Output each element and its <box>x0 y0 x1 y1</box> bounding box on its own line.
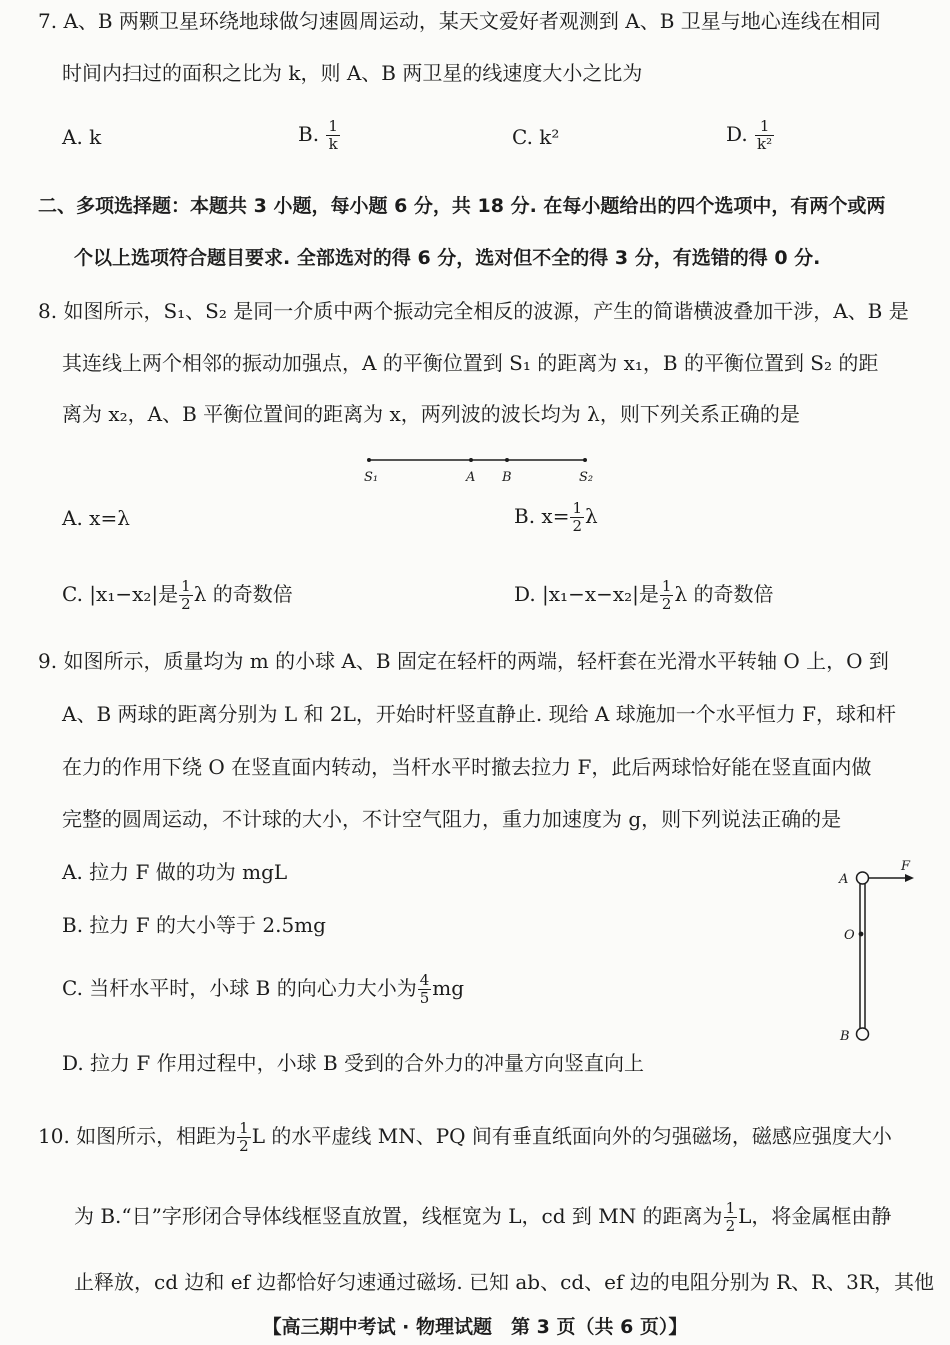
q8-sources-diagram <box>355 448 605 490</box>
q9-option-d: D. 拉力 F 作用过程中，小球 B 受到的合外力的冲量方向竖直向上 <box>62 1051 645 1075</box>
q9-ball-b <box>857 1028 869 1040</box>
q9-option-b: B. 拉力 F 的大小等于 2.5mg <box>62 913 326 937</box>
q10-line-3: 止释放，cd 边和 ef 边都恰好匀速通过磁场. 已知 ab、cd、ef 边的电阻分别为 R、R、3R，其他 <box>74 1270 934 1294</box>
q7-option-d-numerator: 1 <box>755 118 774 136</box>
q8-line-3: 离为 x₂，A、B 平衡位置间的距离为 x，两列波的波长均为 λ，则下列关系正确的是 <box>62 402 800 426</box>
q10-line-2-numerator: 1 <box>725 1199 736 1217</box>
q8-option-d-fraction <box>660 578 674 613</box>
q9-line-1: 9. 如图所示，质量均为 m 的小球 A、B 固定在轻杆的两端，轻杆套在光滑水平转轴 O 上，O 到 <box>38 649 889 673</box>
section2-heading-line-1: 二、多项选择题：本题共 3 小题，每小题 6 分，共 18 分. 在每小题给出的四个选项中，有两个或两 <box>38 195 886 217</box>
q9-label-o: O <box>844 928 855 943</box>
q8-option-c-denominator: 2 <box>181 595 191 613</box>
q8-label-s2: S₂ <box>579 470 594 485</box>
q8-point-s2 <box>583 458 587 462</box>
q10-line-2-prefix: 为 B.“日”字形闭合导体线框竖直放置，线框宽为 L，cd 到 MN 的距离为 <box>74 1204 723 1228</box>
q8-line-2: 其连线上两个相邻的振动加强点，A 的平衡位置到 S₁ 的距离为 x₁，B 的平衡位置到 S₂ 的距 <box>62 351 879 375</box>
q8-label-s1: S₁ <box>364 470 379 485</box>
q8-label-a: A <box>466 470 476 485</box>
q8-option-d <box>514 578 774 613</box>
q8-option-d-suffix: λ 的奇数倍 <box>674 582 774 606</box>
q7-option-d-label: D. <box>726 122 748 146</box>
q8-option-a: A. x=λ <box>62 506 130 530</box>
q9-force-arrow-head <box>905 874 914 882</box>
q7-option-b <box>298 118 341 153</box>
q8-option-b-denominator: 2 <box>572 517 582 535</box>
q8-option-c-fraction <box>179 578 193 613</box>
q10-line-1-fraction <box>237 1120 251 1155</box>
q7-option-d <box>726 118 775 153</box>
page-footer: 【高三期中考试 · 物理试题 第 3 页（共 6 页）】 <box>262 1316 688 1338</box>
q9-option-c <box>62 972 464 1007</box>
q8-option-d-numerator: 1 <box>661 577 672 595</box>
q10-line-1-numerator: 1 <box>239 1119 249 1137</box>
q8-option-c-numerator: 1 <box>181 577 191 595</box>
q10-line-2-suffix: L，将金属框由静 <box>738 1204 892 1228</box>
q9-option-c-suffix: mg <box>432 976 465 1000</box>
q7-line-1: 7. A、B 两颗卫星环绕地球做匀速圆周运动，某天文爱好者观测到 A、B 卫星与地心连线在相同 <box>38 9 881 33</box>
q8-option-b <box>514 500 598 535</box>
q8-point-b <box>505 458 509 462</box>
q9-option-c-fraction <box>418 972 432 1007</box>
q9-option-c-denominator: 5 <box>419 989 430 1007</box>
q10-line-2 <box>74 1200 891 1235</box>
q9-option-a: A. 拉力 F 做的功为 mgL <box>62 860 288 884</box>
q9-option-c-label: C. 当杆水平时，小球 B 的向心力大小为 <box>62 976 417 1000</box>
q9-label-b: B <box>840 1029 850 1044</box>
q7-option-d-fraction <box>755 118 774 153</box>
q9-option-c-numerator: 4 <box>419 971 430 989</box>
q10-line-1 <box>38 1120 892 1155</box>
q7-line-2: 时间内扫过的面积之比为 k，则 A、B 两卫星的线速度大小之比为 <box>62 61 643 85</box>
q10-line-1-prefix: 10. 如图所示，相距为 <box>38 1124 237 1148</box>
q7-option-d-denominator: k² <box>757 135 773 153</box>
q7-option-a: A. k <box>62 125 102 149</box>
q9-ball-a <box>857 872 869 884</box>
q9-line-3: 在力的作用下绕 O 在竖直面内转动，当杆水平时撤去拉力 F，此后两球恰好能在竖直面内做 <box>62 755 872 779</box>
q7-option-b-fraction <box>326 118 340 153</box>
q8-point-a <box>469 458 473 462</box>
q10-line-2-fraction <box>724 1200 738 1235</box>
q8-label-b: B <box>502 470 512 485</box>
q9-line-2: A、B 两球的距离分别为 L 和 2L，开始时杆竖直静止. 现给 A 球施加一个水平恒力 F，球和杆 <box>62 702 896 726</box>
q7-option-b-label: B. <box>298 122 320 146</box>
q8-point-s1 <box>367 458 371 462</box>
section2-heading-line-2: 个以上选项符合题目要求. 全部选对的得 6 分，选对但不全的得 3 分，有选错的得 0 分. <box>74 247 821 269</box>
q8-option-b-lambda: λ <box>585 504 598 528</box>
q9-line-4: 完整的圆周运动，不计球的大小，不计空气阻力，重力加速度为 g，则下列说法正确的是 <box>62 807 842 831</box>
q8-option-b-label: B. x= <box>514 504 570 528</box>
q9-label-a: A <box>839 872 849 887</box>
q7-option-b-numerator: 1 <box>328 117 338 135</box>
q10-line-2-denominator: 2 <box>725 1217 736 1235</box>
q8-option-c <box>62 578 293 613</box>
q7-option-c: C. k² <box>512 125 560 149</box>
q10-line-1-suffix: L 的水平虚线 MN、PQ 间有垂直纸面向外的匀强磁场，磁感应强度大小 <box>251 1124 892 1148</box>
q8-option-c-label: C. |x₁−x₂|是 <box>62 582 179 606</box>
q8-option-b-numerator: 1 <box>572 499 582 517</box>
q7-option-b-denominator: k <box>328 135 338 153</box>
q8-option-d-denominator: 2 <box>661 595 672 613</box>
q8-option-b-fraction <box>570 500 584 535</box>
q8-option-d-label: D. |x₁−x−x₂|是 <box>514 582 659 606</box>
q9-label-f: F <box>901 859 911 874</box>
q8-line-1: 8. 如图所示，S₁、S₂ 是同一介质中两个振动完全相反的波源，产生的简谐横波叠加干涉，A、B 是 <box>38 299 909 323</box>
q8-option-c-suffix: λ 的奇数倍 <box>193 582 293 606</box>
q10-line-1-denominator: 2 <box>239 1137 249 1155</box>
q9-rod-diagram <box>830 855 930 1055</box>
q9-pivot-o <box>859 932 864 937</box>
